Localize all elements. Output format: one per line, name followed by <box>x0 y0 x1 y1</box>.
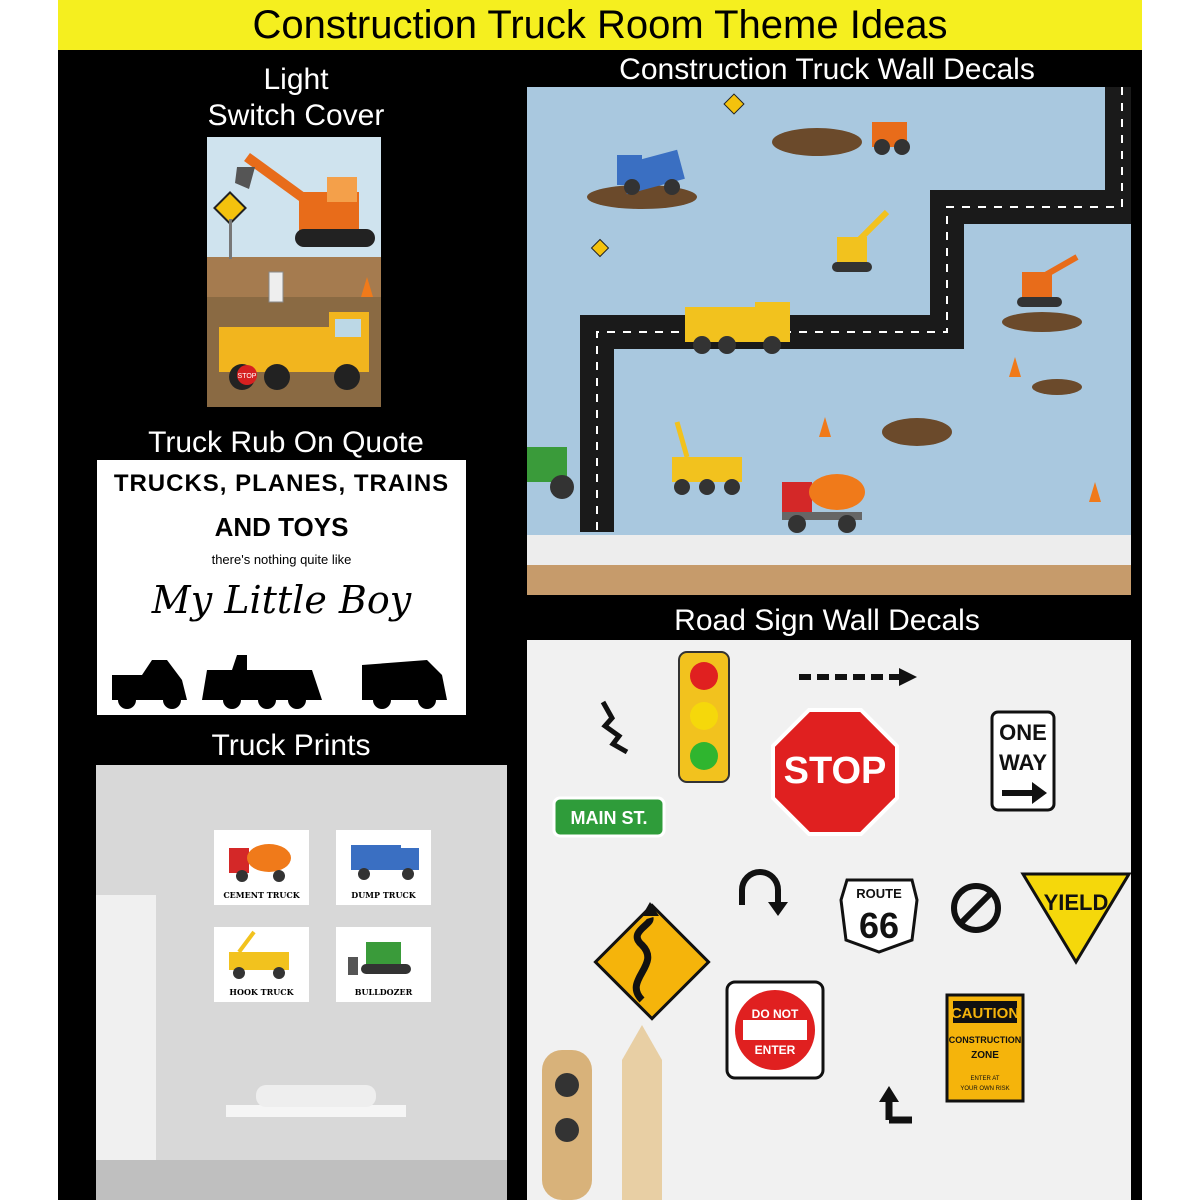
caution-line2-text: ZONE <box>971 1050 999 1061</box>
no-symbol-icon <box>954 886 998 930</box>
page-title: Construction Truck Room Theme Ideas <box>58 0 1142 50</box>
rub-on-quote-label: Truck Rub On Quote <box>148 426 424 459</box>
quote-line-1: TRUCKS, PLANES, TRAINS <box>113 470 450 497</box>
wooden-toys <box>542 1025 662 1200</box>
one-way-text-1: ONE <box>999 720 1047 745</box>
dirt-pile <box>772 128 862 156</box>
wall-decals-scene <box>527 87 1131 595</box>
caution-small1-text: ENTER AT <box>970 1076 1000 1082</box>
route-word-text: ROUTE <box>856 886 902 901</box>
print-caption: CEMENT TRUCK <box>223 890 300 900</box>
truck-prints-image <box>96 765 507 1200</box>
stop-sign-text: STOP <box>783 750 887 792</box>
road-signs-label: Road Sign Wall Decals <box>674 604 980 637</box>
caution-title-text: CAUTION <box>950 1005 1020 1022</box>
u-turn-arrow-icon <box>742 872 778 905</box>
quote-line-2: AND TOYS <box>214 512 349 542</box>
caution-small2-text: YOUR OWN RISK <box>960 1086 1010 1092</box>
enter-text: ENTER <box>754 1043 796 1057</box>
yield-sign-icon <box>1023 874 1129 962</box>
dashed-arrow-icon <box>799 668 917 686</box>
rub-on-quote-image <box>97 460 466 715</box>
switch-stop-text: STOP <box>237 373 257 380</box>
switch-cover-label-line1: Light <box>263 63 329 96</box>
main-st-text: MAIN ST. <box>570 808 648 828</box>
do-not-text: DO NOT <box>751 1007 799 1021</box>
route-number-text: 66 <box>858 905 900 946</box>
quote-line-4: My Little Boy <box>151 578 412 622</box>
print-dump-truck <box>336 830 431 905</box>
squiggle-arrow-icon <box>603 702 627 752</box>
print-cement-truck <box>214 830 309 905</box>
switch-cover-label <box>196 62 396 134</box>
switch-cover-image <box>207 137 381 407</box>
excavator-track <box>295 229 375 247</box>
wall-decals-image <box>527 87 1131 595</box>
caution-line1-text: CONSTRUCTION <box>948 1035 1022 1045</box>
switch-toggle <box>269 272 283 302</box>
dirt-pile <box>1032 379 1082 395</box>
one-way-text-2: WAY <box>998 750 1048 775</box>
print-caption: HOOK TRUCK <box>229 987 294 997</box>
road-signs-scene <box>527 640 1131 1200</box>
print-hook-truck <box>214 927 309 1002</box>
dirt-pile <box>882 418 952 446</box>
quote-line-3: there's nothing quite like <box>211 552 352 567</box>
switch-cover-label-line2: Switch Cover <box>207 99 385 132</box>
switch-cover-illustration <box>207 137 381 407</box>
print-caption: DUMP TRUCK <box>351 890 416 900</box>
truck-prints-label: Truck Prints <box>211 729 371 762</box>
yield-text: YIELD <box>1043 890 1109 915</box>
road-signs-image <box>527 640 1131 1200</box>
print-bulldozer <box>336 927 431 1002</box>
wall-decals-label: Construction Truck Wall Decals <box>619 53 1035 86</box>
white-cabinet <box>96 895 156 1200</box>
print-caption: BULLDOZER <box>354 987 413 997</box>
traffic-light-icon <box>679 652 729 782</box>
vehicle-silhouettes <box>97 645 466 710</box>
